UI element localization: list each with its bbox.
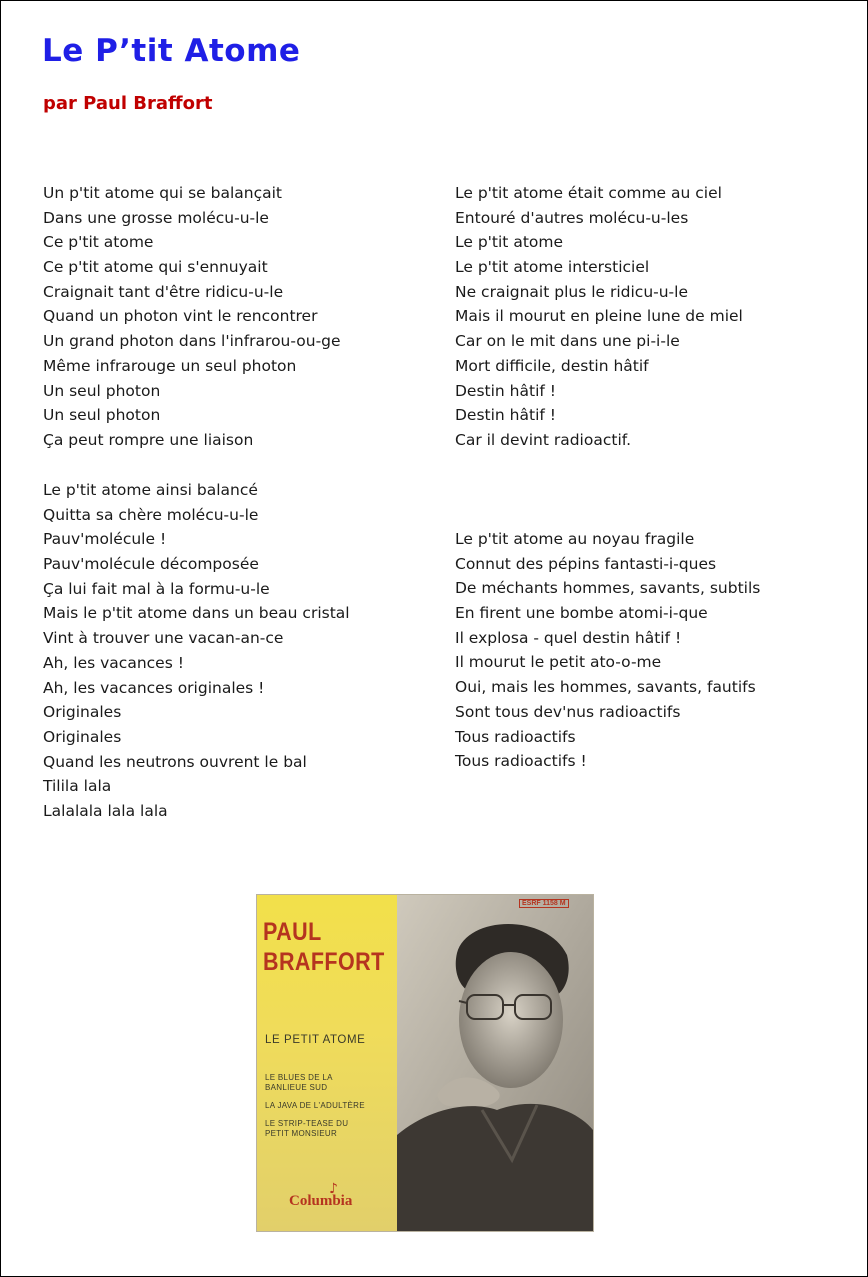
lyric-line: Un p'tit atome qui se balançait (43, 184, 283, 202)
lyric-line: De méchants hommes, savants, subtils (455, 579, 761, 598)
lyric-line: Quand un photon vint le rencontrer (43, 307, 318, 326)
album-artist: PAUL BRAFFORT (263, 918, 385, 976)
lyric-line: Le p'tit atome intersticiel (455, 258, 650, 277)
album-track: LE STRIP-TEASE DU PETIT MONSIEUR (265, 1119, 349, 1138)
lyric-line: Tilila lala (43, 777, 112, 796)
lyric-line: Un seul photon (43, 381, 161, 400)
lyric-line: En firent une bombe atomi-i-que (455, 604, 708, 623)
stanza-2 (43, 478, 350, 824)
stanza-3 (455, 181, 743, 453)
lyric-line: Pauv'molécule ! (43, 530, 167, 549)
page-subtitle: par Paul Braffort (43, 93, 213, 114)
lyric-line: Ce p'tit atome (43, 233, 154, 252)
lyric-line: Destin hâtif ! (455, 406, 556, 425)
lyric-line: Un seul photon (43, 406, 161, 425)
lyric-line: Destin hâtif ! (455, 381, 556, 400)
lyric-line: Il mourut le petit ato-o-me (455, 653, 662, 672)
lyric-line: Car on le mit dans une pi-i-le (455, 332, 680, 351)
lyric-line: Tous radioactifs (455, 727, 576, 746)
stanza-1 (43, 181, 341, 453)
lyric-line: Ça lui fait mal à la formu-u-le (43, 579, 270, 598)
lyric-line: Le p'tit atome au noyau fragile (455, 530, 695, 548)
lyric-line: Le p'tit atome (455, 233, 564, 252)
lyric-line: Un grand photon dans l'infrarou-ou-ge (43, 332, 341, 351)
lyric-line: Ce p'tit atome qui s'ennuyait (43, 258, 268, 277)
lyric-line: Sont tous dev'nus radioactifs (455, 702, 681, 721)
lyric-line: Lalalala lala lala (43, 801, 168, 820)
lyric-line: Vint à trouver une vacan-an-ce (43, 629, 284, 648)
lyric-line: Oui, mais les hommes, savants, fautifs (455, 678, 756, 697)
lyric-line: Originales (43, 703, 122, 722)
lyric-line: Il explosa - quel destin hâtif ! (455, 628, 682, 647)
album-main-track: LE PETIT ATOME (265, 1034, 366, 1046)
lyric-line: Ah, les vacances ! (43, 653, 184, 672)
portrait-photo (397, 895, 593, 1231)
album-track: LE BLUES DE LA BANLIEUE SUD (265, 1073, 333, 1092)
lyric-line: Mort difficile, destin hâtif (455, 356, 649, 375)
record-label-logo: Columbia (289, 1193, 353, 1209)
lyric-line: Même infrarouge un seul photon (43, 356, 297, 375)
lyric-line: Dans une grosse molécu-u-le (43, 208, 269, 227)
lyric-line: Originales (43, 727, 122, 746)
lyric-line: Tous radioactifs ! (455, 752, 587, 771)
lyric-line: Connut des pépins fantasti-i-ques (455, 554, 717, 573)
lyric-line: Mais il mourut en pleine lune de miel (455, 307, 743, 326)
album-track: LA JAVA DE L'ADULTÈRE (265, 1101, 365, 1110)
lyric-line: Le p'tit atome était comme au ciel (455, 184, 722, 202)
lyric-line: Mais le p'tit atome dans un beau cristal (43, 604, 350, 623)
lyric-line: Craignait tant d'être ridicu-u-le (43, 282, 284, 301)
lyric-line: Quitta sa chère molécu-u-le (43, 505, 259, 524)
stanza-4 (455, 527, 760, 774)
lyric-line: Entouré d'autres molécu-u-les (455, 208, 689, 227)
lyric-line: Ah, les vacances originales ! (43, 678, 265, 697)
lyric-line: Le p'tit atome ainsi balancé (43, 481, 258, 499)
album-track-list (265, 1073, 393, 1147)
lyric-line: Car il devint radioactif. (455, 430, 632, 449)
lyric-line: Ça peut rompre une liaison (43, 430, 254, 449)
album-cover-image (257, 895, 593, 1231)
page-title: Le P’tit Atome (42, 33, 301, 69)
music-note-icon: ♪ (329, 1181, 338, 1197)
catalog-number: ESRF 1158 M (519, 899, 569, 908)
lyric-line: Pauv'molécule décomposée (43, 555, 259, 574)
lyric-line: Ne craignait plus le ridicu-u-le (455, 282, 688, 301)
lyric-line: Quand les neutrons ouvrent le bal (43, 752, 307, 771)
